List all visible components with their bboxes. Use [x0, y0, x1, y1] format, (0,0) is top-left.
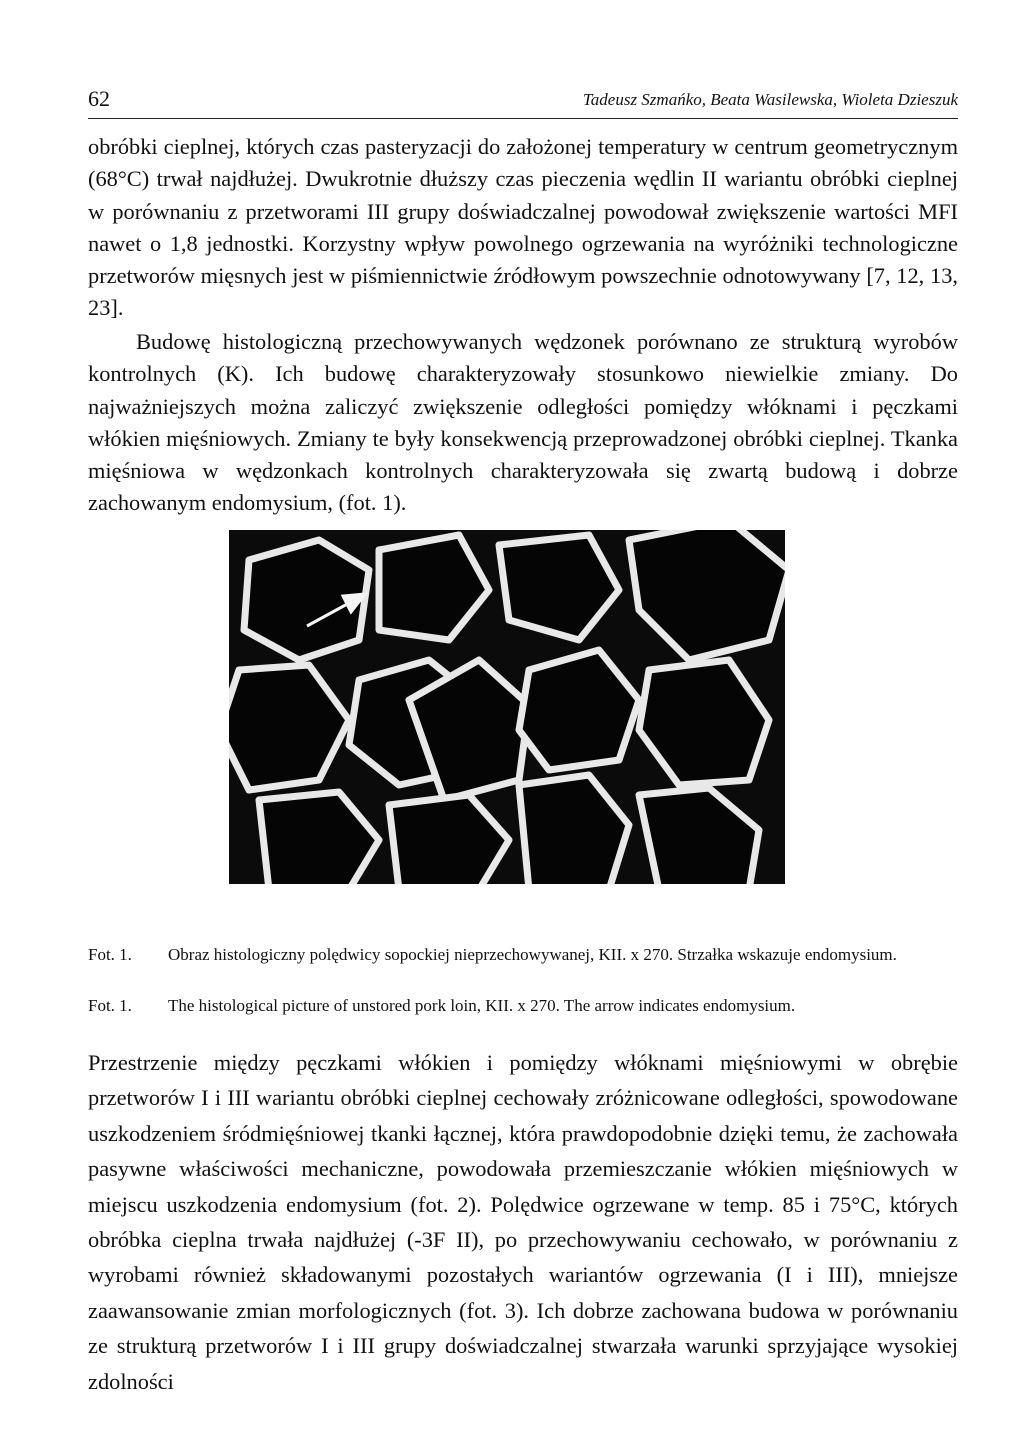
- caption-label: Fot. 1.: [88, 996, 132, 1015]
- running-header: [88, 86, 958, 119]
- caption-text: The histological picture of unstored pork loin, KII. x 270. The arrow indicates endomysium.: [168, 996, 796, 1015]
- histology-micrograph: [229, 530, 785, 884]
- page-number: 62: [88, 86, 110, 111]
- paragraph-3: Przestrzenie między pęczkami włókien i pomiędzy włóknami mięśniowymi w obrębie przetworów I i III wariantu obróbki cieplnej cechowały zróżnicowane odległości, spowodowane uszkodzeniem śródmięśniowej tkanki łącznej, która prawdopodobnie dzięki temu, że zachowała pasywne właściwości mechaniczne, powodowała przemieszczanie włókien mięśniowych w miejscu uszkodzenia endomysium (fot. 2). Polędwice ogrzewane w temp. 85 i 75°C, których obróbka cieplna trwała najdłużej (-3F II), po przechowywaniu cechowało, w porównaniu z wyrobami również składowanymi pozostałych wariantów ogrzewania (I i III), mniejsze zaawansowanie zmian morfologicznych (fot. 3). Ich dobrze zachowana budowa w porównaniu ze strukturą przetworów I i III grupy doświadczalnej stwarzała warunki sprzyjające wysokiej zdolności: [88, 1050, 958, 1394]
- caption-text: Obraz histologiczny polędwicy sopockiej nieprzechowywanej, KII. x 270. Strzałka wskazuje endomysium.: [168, 945, 897, 964]
- paragraph-1: obróbki cieplnej, których czas pasteryzacji do założonej temperatury w centrum geometrycznym (68°C) trwał najdłużej. Dwukrotnie dłuższy czas pieczenia wędlin II wariantu obróbki cieplnej w porównaniu z przetworami III grupy doświadczalnej powodował zwiększenie wartości MFI nawet o 1,8 jednostki. Korzystny wpływ powolnego ogrzewania na wyróżniki technologiczne przetworów mięsnych jest w piśmiennictwie źródłowym powszechnie odnotowywany [7, 12, 13, 23].: [88, 134, 958, 321]
- caption-label: Fot. 1.: [88, 945, 132, 964]
- paragraph-2: Budowę histologiczną przechowywanych wędzonek porównano ze strukturą wyrobów kontrolnych (K). Ich budowę charakteryzowały stosunkowo niewielkie zmiany. Do najważniejszych można zaliczyć zwiększenie odległości pomiędzy włóknami i pęczkami włókien mięśniowych. Zmiany te były konsekwencją przeprowadzonej obróbki cieplnej. Tkanka mięśniowa w wędzonkach kontrolnych charakteryzowała się zwartą budową i dobrze zachowanym endomysium, (fot. 1).: [88, 329, 958, 516]
- micrograph-image: [229, 530, 785, 884]
- running-head-authors: Tadeusz Szmańko, Beata Wasilewska, Wioleta Dzieszuk: [582, 90, 958, 109]
